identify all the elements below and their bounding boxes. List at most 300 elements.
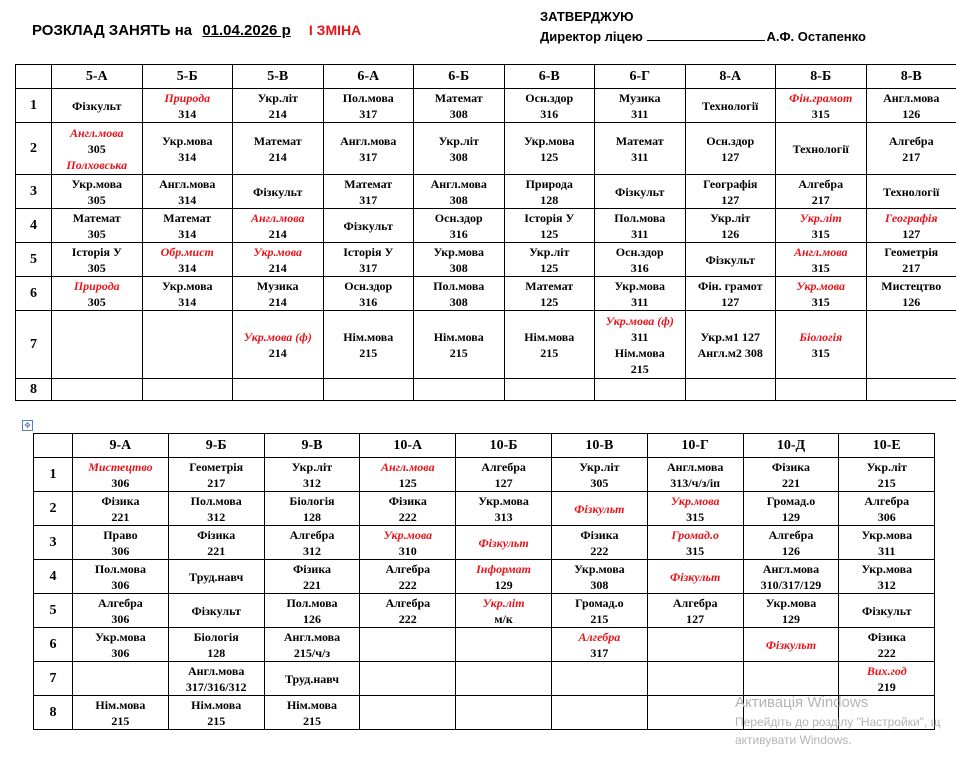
subject-text: Укр.мова bbox=[253, 244, 303, 259]
subject-text: Алгебра bbox=[578, 629, 621, 644]
lesson-cell bbox=[52, 175, 143, 209]
lesson-cell bbox=[456, 526, 552, 560]
class-header-5-а: 5-А bbox=[52, 65, 143, 89]
lesson-number: 7 bbox=[16, 311, 52, 379]
lesson-number: 4 bbox=[16, 209, 52, 243]
lesson-number: 6 bbox=[16, 277, 52, 311]
lesson-cell bbox=[73, 594, 169, 628]
lesson-cell bbox=[866, 243, 956, 277]
subject-text: Укр.м1 127 bbox=[700, 329, 761, 344]
subject-text: Фін. грамот bbox=[698, 278, 763, 293]
lesson-cell bbox=[456, 492, 552, 526]
subject-text: Алгебра bbox=[98, 595, 143, 610]
class-header-10-в: 10-В bbox=[551, 434, 647, 458]
cell-detail-text: 317/316/312 bbox=[185, 679, 247, 694]
cell-detail-text: 312 bbox=[302, 475, 321, 490]
cell-detail-text: м/к bbox=[494, 611, 513, 626]
subject-text: Фізика bbox=[388, 493, 427, 508]
cell-detail-text: 127 bbox=[686, 611, 705, 626]
lesson-cell bbox=[73, 560, 169, 594]
lesson-cell bbox=[647, 560, 743, 594]
lesson-cell bbox=[647, 594, 743, 628]
lesson-cell bbox=[595, 209, 686, 243]
lesson-cell bbox=[233, 311, 324, 379]
cell-detail-text: 311 bbox=[631, 106, 649, 121]
lesson-cell bbox=[233, 175, 324, 209]
cell-detail-text: 214 bbox=[268, 226, 287, 241]
lesson-cell bbox=[168, 628, 264, 662]
cell-detail-text: 311 bbox=[631, 294, 649, 309]
lesson-cell bbox=[456, 662, 552, 696]
class-header-10-д: 10-Д bbox=[743, 434, 839, 458]
subject-text: Географія bbox=[703, 176, 758, 191]
lesson-row bbox=[34, 628, 935, 662]
lesson-cell bbox=[685, 311, 776, 379]
subject-text: Географія bbox=[884, 210, 938, 225]
class-header-9-б: 9-Б bbox=[168, 434, 264, 458]
director-line bbox=[540, 27, 866, 47]
cell-detail-text: 316 bbox=[449, 226, 468, 241]
subject-text: Фізика bbox=[867, 629, 906, 644]
lesson-cell bbox=[504, 123, 595, 175]
lesson-cell bbox=[52, 379, 143, 401]
lesson-cell bbox=[233, 379, 324, 401]
cell-detail-text: 310/317/129 bbox=[760, 577, 822, 592]
cell-detail-text: 315 bbox=[811, 260, 830, 275]
lesson-cell bbox=[233, 277, 324, 311]
subject-text: Осн.здор bbox=[525, 90, 574, 105]
lesson-cell bbox=[776, 175, 867, 209]
windows-activation-watermark bbox=[735, 693, 940, 749]
lesson-cell bbox=[504, 243, 595, 277]
lesson-row bbox=[16, 311, 956, 379]
subject-text: Нім.мова bbox=[286, 697, 338, 712]
cell-detail-text: 215 bbox=[111, 713, 130, 728]
subject-text: Фізкульт bbox=[343, 218, 393, 233]
schedule-date: 01.04.2026 р bbox=[202, 22, 291, 39]
lesson-cell bbox=[839, 594, 935, 628]
cell-detail-text: 312 bbox=[302, 543, 321, 558]
lesson-cell bbox=[233, 89, 324, 123]
subject-text: Укр.літ bbox=[438, 133, 479, 148]
cell-detail-text: 127 bbox=[902, 226, 921, 241]
lesson-cell bbox=[142, 123, 233, 175]
subject-text: Укр.літ bbox=[529, 244, 570, 259]
subject-text: Алгебра bbox=[672, 595, 718, 610]
lesson-cell bbox=[168, 594, 264, 628]
cell-detail-text: 125 bbox=[540, 260, 559, 275]
cell-detail-text: 314 bbox=[178, 192, 197, 207]
subject-text: Фізкульт bbox=[765, 637, 817, 652]
lesson-cell bbox=[504, 89, 595, 123]
cell-detail-text: 129 bbox=[781, 611, 800, 626]
cell-detail-text: 306 bbox=[877, 509, 896, 524]
lesson-cell bbox=[504, 175, 595, 209]
cell-detail-text: 305 bbox=[87, 260, 106, 275]
lesson-number: 8 bbox=[16, 379, 52, 401]
lesson-cell bbox=[743, 526, 839, 560]
cell-detail-text: 127 bbox=[721, 149, 740, 164]
lesson-cell bbox=[685, 89, 776, 123]
subject-text: Алгебра bbox=[864, 493, 910, 508]
lesson-cell bbox=[360, 594, 456, 628]
subject-text: Математ bbox=[525, 278, 574, 293]
lesson-cell bbox=[142, 243, 233, 277]
cell-detail-text: 315 bbox=[686, 543, 705, 558]
lesson-cell bbox=[73, 458, 169, 492]
cell-detail-text: 306 bbox=[111, 543, 130, 558]
subject-text: Математ bbox=[615, 133, 664, 148]
lesson-cell bbox=[323, 311, 414, 379]
lesson-cell bbox=[866, 123, 956, 175]
lesson-cell bbox=[73, 696, 169, 730]
subject-text: Фізкульт bbox=[615, 184, 665, 199]
subject-text: Англ.мова bbox=[159, 176, 216, 191]
subject-text: Алгебра bbox=[768, 527, 814, 542]
lesson-cell bbox=[52, 311, 143, 379]
director-label: Директор ліцею bbox=[540, 29, 643, 44]
lesson-row bbox=[16, 243, 956, 277]
lesson-cell bbox=[414, 243, 505, 277]
subject-text: Осн.здор bbox=[344, 278, 393, 293]
lesson-cell bbox=[866, 379, 956, 401]
subject-text: Укр.літ bbox=[579, 459, 620, 474]
lesson-cell bbox=[414, 277, 505, 311]
cell-detail-text: 215 bbox=[302, 713, 321, 728]
cell-detail-text: 126 bbox=[902, 106, 921, 121]
schedule-title bbox=[32, 22, 361, 39]
class-header-10-б: 10-Б bbox=[456, 434, 552, 458]
lesson-cell bbox=[360, 662, 456, 696]
lesson-cell bbox=[360, 560, 456, 594]
subject-text: Укр.літ bbox=[291, 459, 333, 474]
cell-detail-text: 126 bbox=[302, 611, 321, 626]
table-move-handle-icon[interactable]: ✥ bbox=[22, 420, 33, 431]
cell-detail-text: 315 bbox=[811, 294, 830, 309]
subject-text: Укр.мова bbox=[433, 244, 485, 259]
subject-text: Фізика bbox=[292, 561, 332, 576]
lesson-cell bbox=[264, 492, 360, 526]
cell-detail-text: 313 bbox=[494, 509, 513, 524]
lesson-cell bbox=[595, 175, 686, 209]
cell-detail-text: 217 bbox=[902, 149, 921, 164]
shift-label: І ЗМІНА bbox=[308, 22, 362, 38]
lesson-cell bbox=[360, 458, 456, 492]
cell-detail-text: 125 bbox=[540, 226, 559, 241]
subject-text: Укр.літ bbox=[257, 90, 298, 105]
cell-detail-text: 127 bbox=[494, 475, 513, 490]
lesson-cell bbox=[52, 209, 143, 243]
table-header-row bbox=[34, 434, 935, 458]
subject-text: Труд.навч bbox=[189, 569, 244, 584]
cell-detail-text: 214 bbox=[268, 294, 287, 309]
cell-detail-text: 215 bbox=[630, 361, 649, 376]
class-header-5-б: 5-Б bbox=[142, 65, 233, 89]
cell-detail-text: 215 bbox=[590, 611, 609, 626]
cell-detail-text: 315 bbox=[811, 106, 830, 121]
subject-text: Англ.мова bbox=[188, 663, 245, 678]
cell-detail-text: 127 bbox=[721, 192, 740, 207]
lesson-cell bbox=[323, 243, 414, 277]
subject-text: Англ.мова bbox=[340, 133, 397, 148]
subject-text: Нім.мова bbox=[95, 697, 146, 712]
subject-text: Труд.навч bbox=[284, 671, 340, 686]
cell-detail-text: 314 bbox=[178, 294, 197, 309]
subject-text: Англ.мова bbox=[762, 561, 820, 576]
cell-detail-text: 316 bbox=[359, 294, 378, 309]
lesson-number: 7 bbox=[34, 662, 73, 696]
lesson-cell bbox=[685, 175, 776, 209]
lesson-cell bbox=[551, 594, 647, 628]
lesson-cell bbox=[647, 526, 743, 560]
subject-text: Англ.мова bbox=[430, 176, 487, 191]
lesson-cell bbox=[414, 311, 505, 379]
subject-text: Алгебра bbox=[888, 133, 934, 148]
cell-detail-text: 315 bbox=[811, 226, 830, 241]
lesson-cell bbox=[360, 492, 456, 526]
subject-text: Природа bbox=[73, 278, 120, 293]
lesson-cell bbox=[743, 628, 839, 662]
subject-text: Математ bbox=[163, 210, 212, 225]
lesson-cell bbox=[168, 492, 264, 526]
subject-text: Нім.мова bbox=[343, 329, 394, 344]
lesson-cell bbox=[323, 89, 414, 123]
subject-text: Музика bbox=[618, 90, 661, 105]
signature-line bbox=[647, 28, 765, 41]
subject-text: Укр.мова bbox=[861, 527, 913, 542]
class-header-9-а: 9-А bbox=[73, 434, 169, 458]
subject-text: Укр.мова bbox=[71, 176, 123, 191]
lesson-cell bbox=[839, 560, 935, 594]
lesson-cell bbox=[866, 89, 956, 123]
lesson-row bbox=[16, 209, 956, 243]
cell-detail-text: 215 bbox=[877, 475, 896, 490]
subject-text: Нім.мова bbox=[191, 697, 242, 712]
cell-detail-text: 317 bbox=[359, 192, 378, 207]
cell-detail-text: 308 bbox=[449, 260, 468, 275]
cell-detail-text: Англ.м2 308 bbox=[697, 345, 763, 360]
subject-text: Пол.мова bbox=[286, 595, 338, 610]
subject-text: Обр.мист bbox=[160, 244, 214, 259]
subject-text: Фізкульт bbox=[705, 252, 755, 267]
cell-detail-text: 129 bbox=[781, 509, 800, 524]
subject-text: Алгебра bbox=[385, 561, 431, 576]
subject-text: Нім.мова bbox=[433, 329, 484, 344]
lesson-cell bbox=[595, 277, 686, 311]
subject-text: Алгебра bbox=[385, 595, 431, 610]
subject-text: Фізкульт bbox=[862, 603, 912, 618]
class-header-5-в: 5-В bbox=[233, 65, 324, 89]
subject-text: Фізкульт bbox=[72, 98, 122, 113]
lesson-cell bbox=[551, 492, 647, 526]
class-header-9-в: 9-В bbox=[264, 434, 360, 458]
lesson-cell bbox=[866, 311, 956, 379]
subject-text: Укр.мова bbox=[383, 527, 433, 542]
cell-detail-text: 311 bbox=[878, 543, 896, 558]
subject-text: Математ bbox=[344, 176, 393, 191]
subject-text: Укр.мова bbox=[574, 561, 625, 576]
lesson-number: 4 bbox=[34, 560, 73, 594]
cell-detail-text: 126 bbox=[902, 294, 921, 309]
schedule-table-grades-5-8 bbox=[15, 64, 956, 401]
lesson-cell bbox=[647, 628, 743, 662]
lesson-cell bbox=[264, 662, 360, 696]
cell-detail-text: Полховська bbox=[66, 157, 128, 172]
lesson-cell bbox=[233, 123, 324, 175]
subject-text: Фізика bbox=[771, 459, 811, 474]
cell-detail-text: 311 bbox=[631, 329, 649, 344]
lesson-cell bbox=[168, 458, 264, 492]
cell-detail-text: 308 bbox=[590, 577, 609, 592]
subject-text: Укр.літ bbox=[799, 210, 842, 225]
cell-detail-text: 317 bbox=[359, 106, 378, 121]
subject-text: Англ.мова bbox=[283, 629, 341, 644]
approval-heading: ЗАТВЕРДЖУЮ bbox=[540, 9, 634, 24]
lesson-cell bbox=[685, 379, 776, 401]
cell-detail-text: 222 bbox=[877, 645, 896, 660]
lesson-cell bbox=[839, 458, 935, 492]
cell-detail-text: 308 bbox=[449, 192, 468, 207]
class-header-6-г: 6-Г bbox=[595, 65, 686, 89]
cell-detail-text: 317 bbox=[590, 645, 609, 660]
cell-detail-text: 311 bbox=[631, 226, 649, 241]
subject-text: Укр.мова bbox=[614, 278, 666, 293]
lesson-cell bbox=[142, 175, 233, 209]
subject-text: Фізкульт bbox=[478, 535, 529, 550]
cell-detail-text: 221 bbox=[781, 475, 800, 490]
cell-detail-text: 317 bbox=[359, 260, 378, 275]
cell-detail-text: 127 bbox=[721, 294, 740, 309]
cell-detail-text: 215 bbox=[449, 345, 468, 360]
class-header-6-в: 6-В bbox=[504, 65, 595, 89]
lesson-cell bbox=[456, 560, 552, 594]
subject-text: Вих.год bbox=[866, 663, 907, 678]
lesson-number: 1 bbox=[16, 89, 52, 123]
lesson-cell bbox=[647, 492, 743, 526]
subject-text: Фізкульт bbox=[670, 569, 721, 584]
lesson-cell bbox=[685, 123, 776, 175]
cell-detail-text: 222 bbox=[590, 543, 609, 558]
header-corner-cell bbox=[34, 434, 73, 458]
lesson-cell bbox=[839, 662, 935, 696]
cell-detail-text: 222 bbox=[398, 611, 417, 626]
lesson-cell bbox=[73, 662, 169, 696]
lesson-cell bbox=[264, 594, 360, 628]
subject-text: Мистецтво bbox=[881, 278, 942, 293]
lesson-row bbox=[16, 123, 956, 175]
subject-text: Громад.о bbox=[671, 527, 719, 542]
cell-detail-text: 314 bbox=[178, 260, 197, 275]
lesson-row bbox=[16, 379, 956, 401]
subject-text: Фізика bbox=[580, 527, 619, 542]
subject-text: Нім.мова bbox=[524, 329, 575, 344]
cell-detail-text: 128 bbox=[207, 645, 226, 660]
cell-detail-text: 214 bbox=[268, 345, 287, 360]
subject-text: Історія У bbox=[343, 244, 394, 259]
lesson-cell bbox=[264, 458, 360, 492]
lesson-cell bbox=[233, 243, 324, 277]
cell-detail-text: 308 bbox=[449, 149, 468, 164]
subject-text: Укр.літ bbox=[482, 595, 525, 610]
subject-text: Пол.мова bbox=[190, 493, 242, 508]
subject-text: Алгебра bbox=[798, 176, 844, 191]
class-header-10-е: 10-Е bbox=[839, 434, 935, 458]
cell-detail-text: 221 bbox=[302, 577, 321, 592]
schedule-table-grades-9-10 bbox=[33, 433, 935, 730]
cell-detail-text: Нім.мова bbox=[614, 345, 665, 360]
lesson-cell bbox=[595, 123, 686, 175]
lesson-cell bbox=[323, 175, 414, 209]
lesson-cell bbox=[456, 458, 552, 492]
lesson-cell bbox=[743, 594, 839, 628]
lesson-number: 6 bbox=[34, 628, 73, 662]
cell-detail-text: 217 bbox=[811, 192, 830, 207]
subject-text: Осн.здор bbox=[706, 133, 755, 148]
lesson-cell bbox=[743, 560, 839, 594]
subject-text: Укр.мова bbox=[161, 278, 213, 293]
lesson-cell bbox=[504, 209, 595, 243]
subject-text: Англ.мова bbox=[883, 90, 940, 105]
subject-text: Алгебра bbox=[289, 527, 335, 542]
lesson-cell bbox=[647, 662, 743, 696]
lesson-cell bbox=[776, 243, 867, 277]
subject-text: Англ.мова bbox=[793, 244, 848, 259]
lesson-cell bbox=[776, 123, 867, 175]
lesson-row bbox=[34, 492, 935, 526]
lesson-row bbox=[16, 89, 956, 123]
lesson-cell bbox=[647, 696, 743, 730]
lesson-cell bbox=[743, 492, 839, 526]
subject-text: Пол.мова bbox=[94, 561, 146, 576]
cell-detail-text: 125 bbox=[540, 149, 559, 164]
subject-text: Укр.мова bbox=[95, 629, 146, 644]
lesson-cell bbox=[866, 209, 956, 243]
cell-detail-text: 312 bbox=[877, 577, 896, 592]
cell-detail-text: 310 bbox=[398, 543, 417, 558]
lesson-row bbox=[16, 277, 956, 311]
cell-detail-text: 305 bbox=[87, 192, 106, 207]
lesson-cell bbox=[414, 123, 505, 175]
header-corner-cell bbox=[16, 65, 52, 89]
subject-text: Укр.мова bbox=[796, 278, 846, 293]
cell-detail-text: 317 bbox=[359, 149, 378, 164]
cell-detail-text: 217 bbox=[902, 260, 921, 275]
lesson-cell bbox=[414, 379, 505, 401]
lesson-number: 1 bbox=[34, 458, 73, 492]
lesson-row bbox=[34, 662, 935, 696]
lesson-cell bbox=[504, 277, 595, 311]
lesson-cell bbox=[839, 492, 935, 526]
lesson-cell bbox=[551, 560, 647, 594]
lesson-cell bbox=[168, 526, 264, 560]
subject-text: Історія У bbox=[71, 244, 122, 259]
cell-detail-text: 306 bbox=[111, 475, 130, 490]
cell-detail-text: 311 bbox=[631, 149, 649, 164]
cell-detail-text: 316 bbox=[540, 106, 559, 121]
lesson-cell bbox=[456, 696, 552, 730]
lesson-cell bbox=[168, 696, 264, 730]
director-name: А.Ф. Остапенко bbox=[766, 29, 866, 44]
cell-detail-text: 222 bbox=[398, 509, 417, 524]
lesson-cell bbox=[323, 209, 414, 243]
cell-detail-text: 306 bbox=[111, 645, 130, 660]
subject-text: Музика bbox=[256, 278, 299, 293]
lesson-cell bbox=[73, 526, 169, 560]
lesson-number: 3 bbox=[34, 526, 73, 560]
subject-text: Укр.мова bbox=[670, 493, 720, 508]
cell-detail-text: 221 bbox=[207, 543, 226, 558]
subject-text: Громад.о bbox=[766, 493, 816, 508]
